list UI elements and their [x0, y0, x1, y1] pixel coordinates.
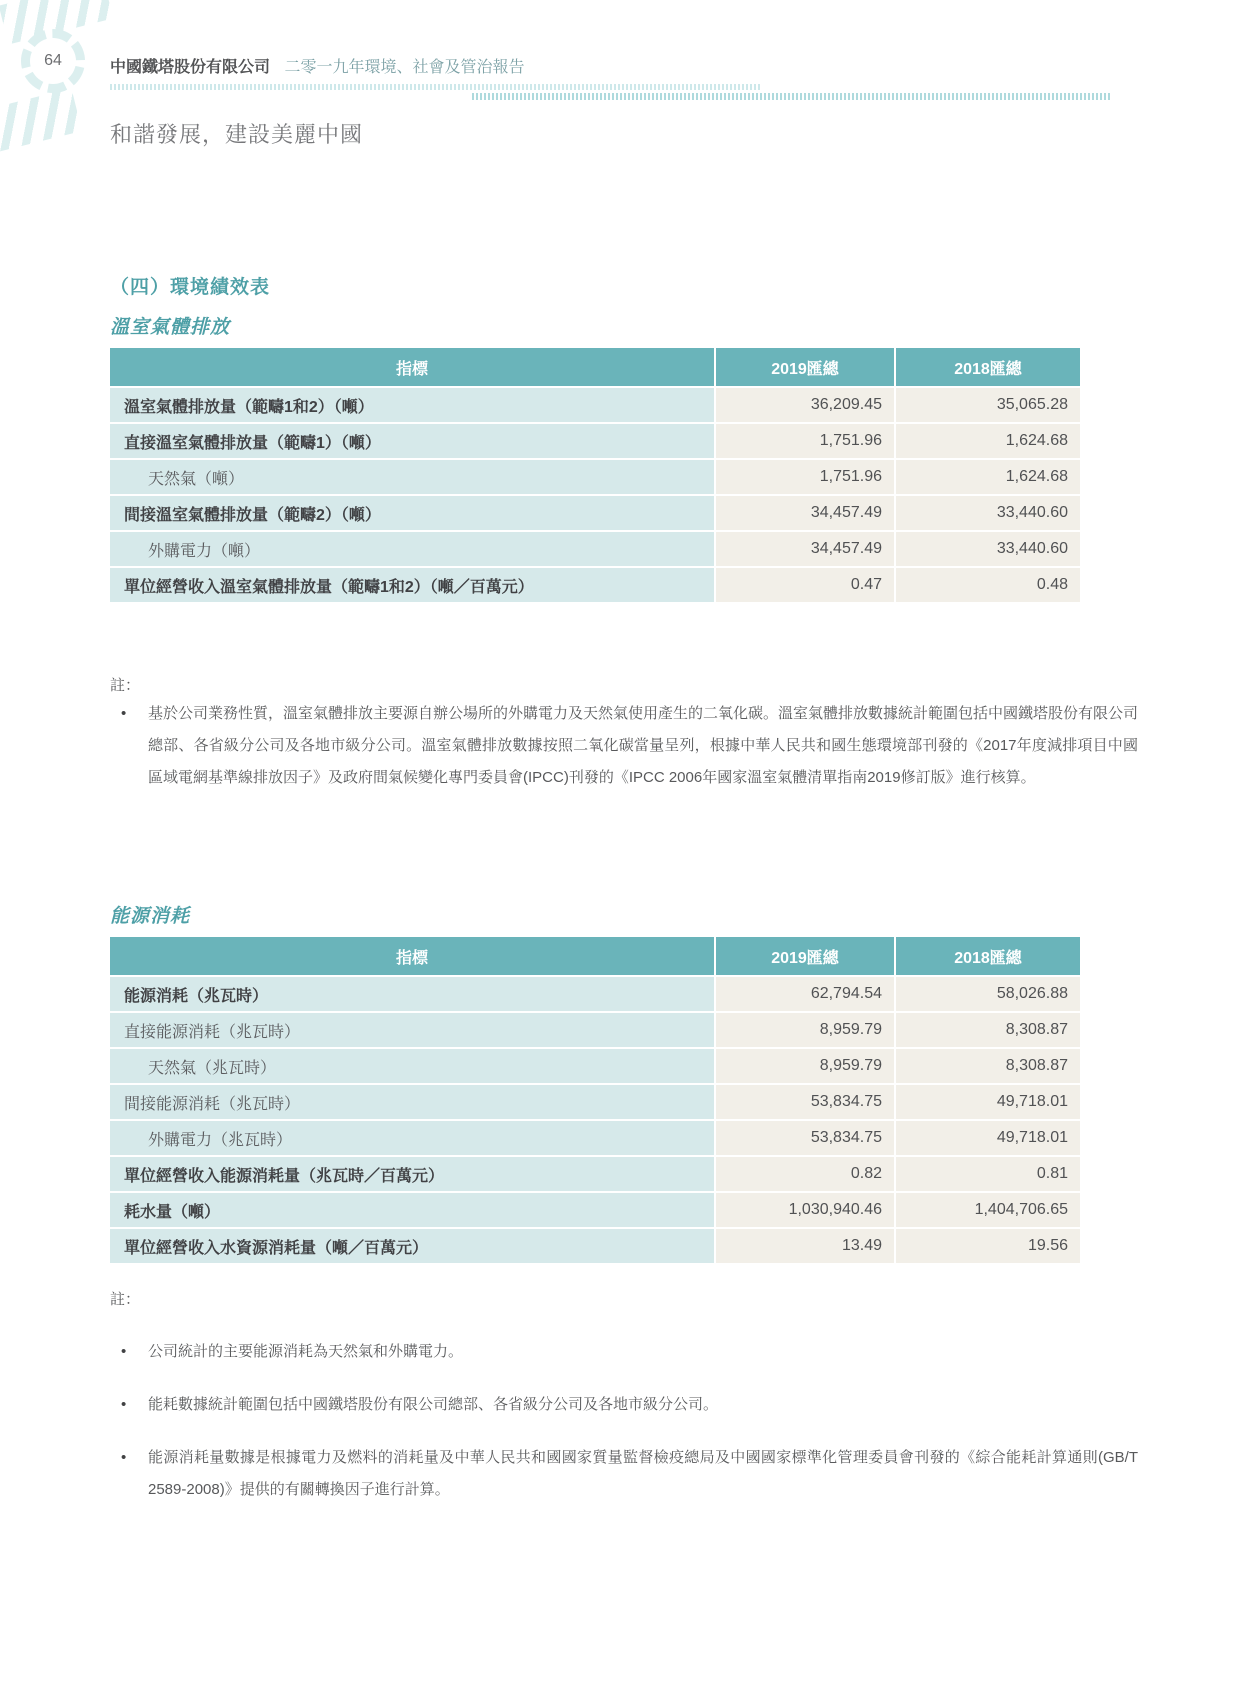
energy-notes — [110, 1288, 1138, 1506]
row-label: 單位經營收入能源消耗量（兆瓦時／百萬元） — [110, 1157, 714, 1191]
row-label: 能源消耗（兆瓦時） — [110, 977, 714, 1011]
row-value-2018: 1,404,706.65 — [896, 1193, 1080, 1227]
header-cell-indicator: 指標 — [110, 937, 714, 975]
dotted-rule-top — [110, 84, 762, 90]
energy-table — [110, 937, 1076, 1263]
bullet-icon: • — [121, 1396, 127, 1413]
row-value-2018: 1,624.68 — [896, 424, 1080, 458]
row-value-2019: 53,834.75 — [716, 1085, 894, 1119]
note-item — [110, 698, 1138, 794]
row-label: 間接能源消耗（兆瓦時） — [110, 1085, 714, 1119]
note-text: 公司統計的主要能源消耗為天然氣和外購電力。 — [148, 1343, 464, 1360]
energy-notes-list — [110, 1336, 1138, 1506]
row-value-2018: 19.56 — [896, 1229, 1080, 1263]
row-value-2018: 33,440.60 — [896, 496, 1080, 530]
table-row — [110, 460, 1076, 494]
row-label: 外購電力（噸） — [110, 532, 714, 566]
note-item — [110, 1336, 1138, 1368]
row-value-2018: 35,065.28 — [896, 388, 1080, 422]
row-value-2018: 58,026.88 — [896, 977, 1080, 1011]
row-label: 單位經營收入水資源消耗量（噸／百萬元） — [110, 1229, 714, 1263]
section-title: （四）環境績效表 — [110, 277, 271, 298]
row-label: 溫室氣體排放量（範疇1和2）（噸） — [110, 388, 714, 422]
row-label: 單位經營收入溫室氣體排放量（範疇1和2）（噸／百萬元） — [110, 568, 714, 602]
corner-stripes-bottom-decoration — [0, 88, 82, 151]
row-value-2019: 1,751.96 — [716, 460, 894, 494]
table-row — [110, 1121, 1076, 1155]
row-value-2019: 8,959.79 — [716, 1013, 894, 1047]
header-cell-2018: 2018匯總 — [896, 348, 1080, 386]
table-row — [110, 1085, 1076, 1119]
row-value-2019: 1,030,940.46 — [716, 1193, 894, 1227]
ghg-notes — [110, 674, 1138, 794]
note-text: 基於公司業務性質，溫室氣體排放主要源自辦公場所的外購電力及天然氣使用產生的二氧化碳。溫室氣體排放數據統計範圍包括中國鐵塔股份有限公司總部、各省級分公司及各地市級分公司。溫室氣體排放數據按照二氧化碳當量呈列，根據中華人民共和國生態環境部刊發的《2017年度減排項目中國區域電網基準線排放因子》及政府間氣候變化專門委員會(IPCC)刊發的《IPCC 2006年國家溫室氣體清單指南2019修訂版》進行核算。 — [148, 705, 1139, 786]
row-label: 天然氣（噸） — [110, 460, 714, 494]
note-item — [110, 1442, 1138, 1506]
ghg-table — [110, 348, 1076, 602]
ghg-notes-list — [110, 698, 1138, 794]
row-value-2019: 1,751.96 — [716, 424, 894, 458]
energy-consumption-block — [110, 901, 1076, 1263]
row-label: 間接溫室氣體排放量（範疇2）（噸） — [110, 496, 714, 530]
document-header — [110, 54, 524, 77]
header-cell-2018: 2018匯總 — [896, 937, 1080, 975]
table-row — [110, 496, 1076, 530]
table-row — [110, 1229, 1076, 1263]
row-value-2019: 34,457.49 — [716, 496, 894, 530]
row-value-2019: 13.49 — [716, 1229, 894, 1263]
table-row — [110, 1049, 1076, 1083]
bullet-icon: • — [121, 1449, 127, 1466]
row-value-2018: 0.81 — [896, 1157, 1080, 1191]
bullet-icon: • — [121, 1343, 127, 1360]
note-item — [110, 1389, 1138, 1421]
row-value-2019: 62,794.54 — [716, 977, 894, 1011]
ghg-table-body — [110, 388, 1076, 602]
table-row — [110, 532, 1076, 566]
row-value-2019: 0.47 — [716, 568, 894, 602]
table-row — [110, 1157, 1076, 1191]
header-cell-2019: 2019匯總 — [716, 937, 894, 975]
table-row — [110, 424, 1076, 458]
row-label: 直接溫室氣體排放量（範疇1）（噸） — [110, 424, 714, 458]
table-row — [110, 568, 1076, 602]
notes-label: 註： — [110, 677, 141, 694]
row-value-2018: 33,440.60 — [896, 532, 1080, 566]
row-value-2018: 1,624.68 — [896, 460, 1080, 494]
note-text: 能耗數據統計範圍包括中國鐵塔股份有限公司總部、各省級分公司及各地市級分公司。 — [148, 1396, 719, 1413]
table-row — [110, 388, 1076, 422]
row-value-2019: 36,209.45 — [716, 388, 894, 422]
energy-table-title: 能源消耗 — [110, 906, 191, 927]
row-value-2018: 0.48 — [896, 568, 1080, 602]
company-name: 中國鐵塔股份有限公司 — [110, 59, 271, 76]
ghg-emissions-block — [110, 312, 1076, 602]
row-value-2019: 8,959.79 — [716, 1049, 894, 1083]
row-value-2019: 53,834.75 — [716, 1121, 894, 1155]
energy-table-header-row — [110, 937, 1076, 975]
page-number: 64 — [44, 52, 62, 69]
ghg-table-header-row — [110, 348, 1076, 386]
report-title: 二零一九年環境、社會及管治報告 — [284, 59, 525, 76]
table-row — [110, 1013, 1076, 1047]
header-cell-indicator: 指標 — [110, 348, 714, 386]
energy-table-body — [110, 977, 1076, 1263]
note-text: 能源消耗量數據是根據電力及燃料的消耗量及中華人民共和國國家質量監督檢疫總局及中國國家標準化管理委員會刊發的《綜合能耗計算通則(GB/T 2589-2008)》提供的有關轉換因子進行計算。 — [148, 1449, 1138, 1498]
row-value-2018: 8,308.87 — [896, 1013, 1080, 1047]
row-value-2018: 49,718.01 — [896, 1085, 1080, 1119]
ghg-table-title: 溫室氣體排放 — [110, 317, 231, 338]
row-label: 耗水量（噸） — [110, 1193, 714, 1227]
row-value-2018: 8,308.87 — [896, 1049, 1080, 1083]
row-value-2019: 34,457.49 — [716, 532, 894, 566]
dotted-rule-bottom — [472, 93, 1112, 100]
row-value-2018: 49,718.01 — [896, 1121, 1080, 1155]
row-label: 天然氣（兆瓦時） — [110, 1049, 714, 1083]
table-row — [110, 1193, 1076, 1227]
bullet-icon: • — [121, 705, 127, 722]
table-row — [110, 977, 1076, 1011]
row-label: 外購電力（兆瓦時） — [110, 1121, 714, 1155]
row-label: 直接能源消耗（兆瓦時） — [110, 1013, 714, 1047]
notes-label: 註： — [110, 1291, 141, 1308]
chapter-tagline: 和諧發展，建設美麗中國 — [110, 122, 364, 147]
row-value-2019: 0.82 — [716, 1157, 894, 1191]
header-cell-2019: 2019匯總 — [716, 348, 894, 386]
